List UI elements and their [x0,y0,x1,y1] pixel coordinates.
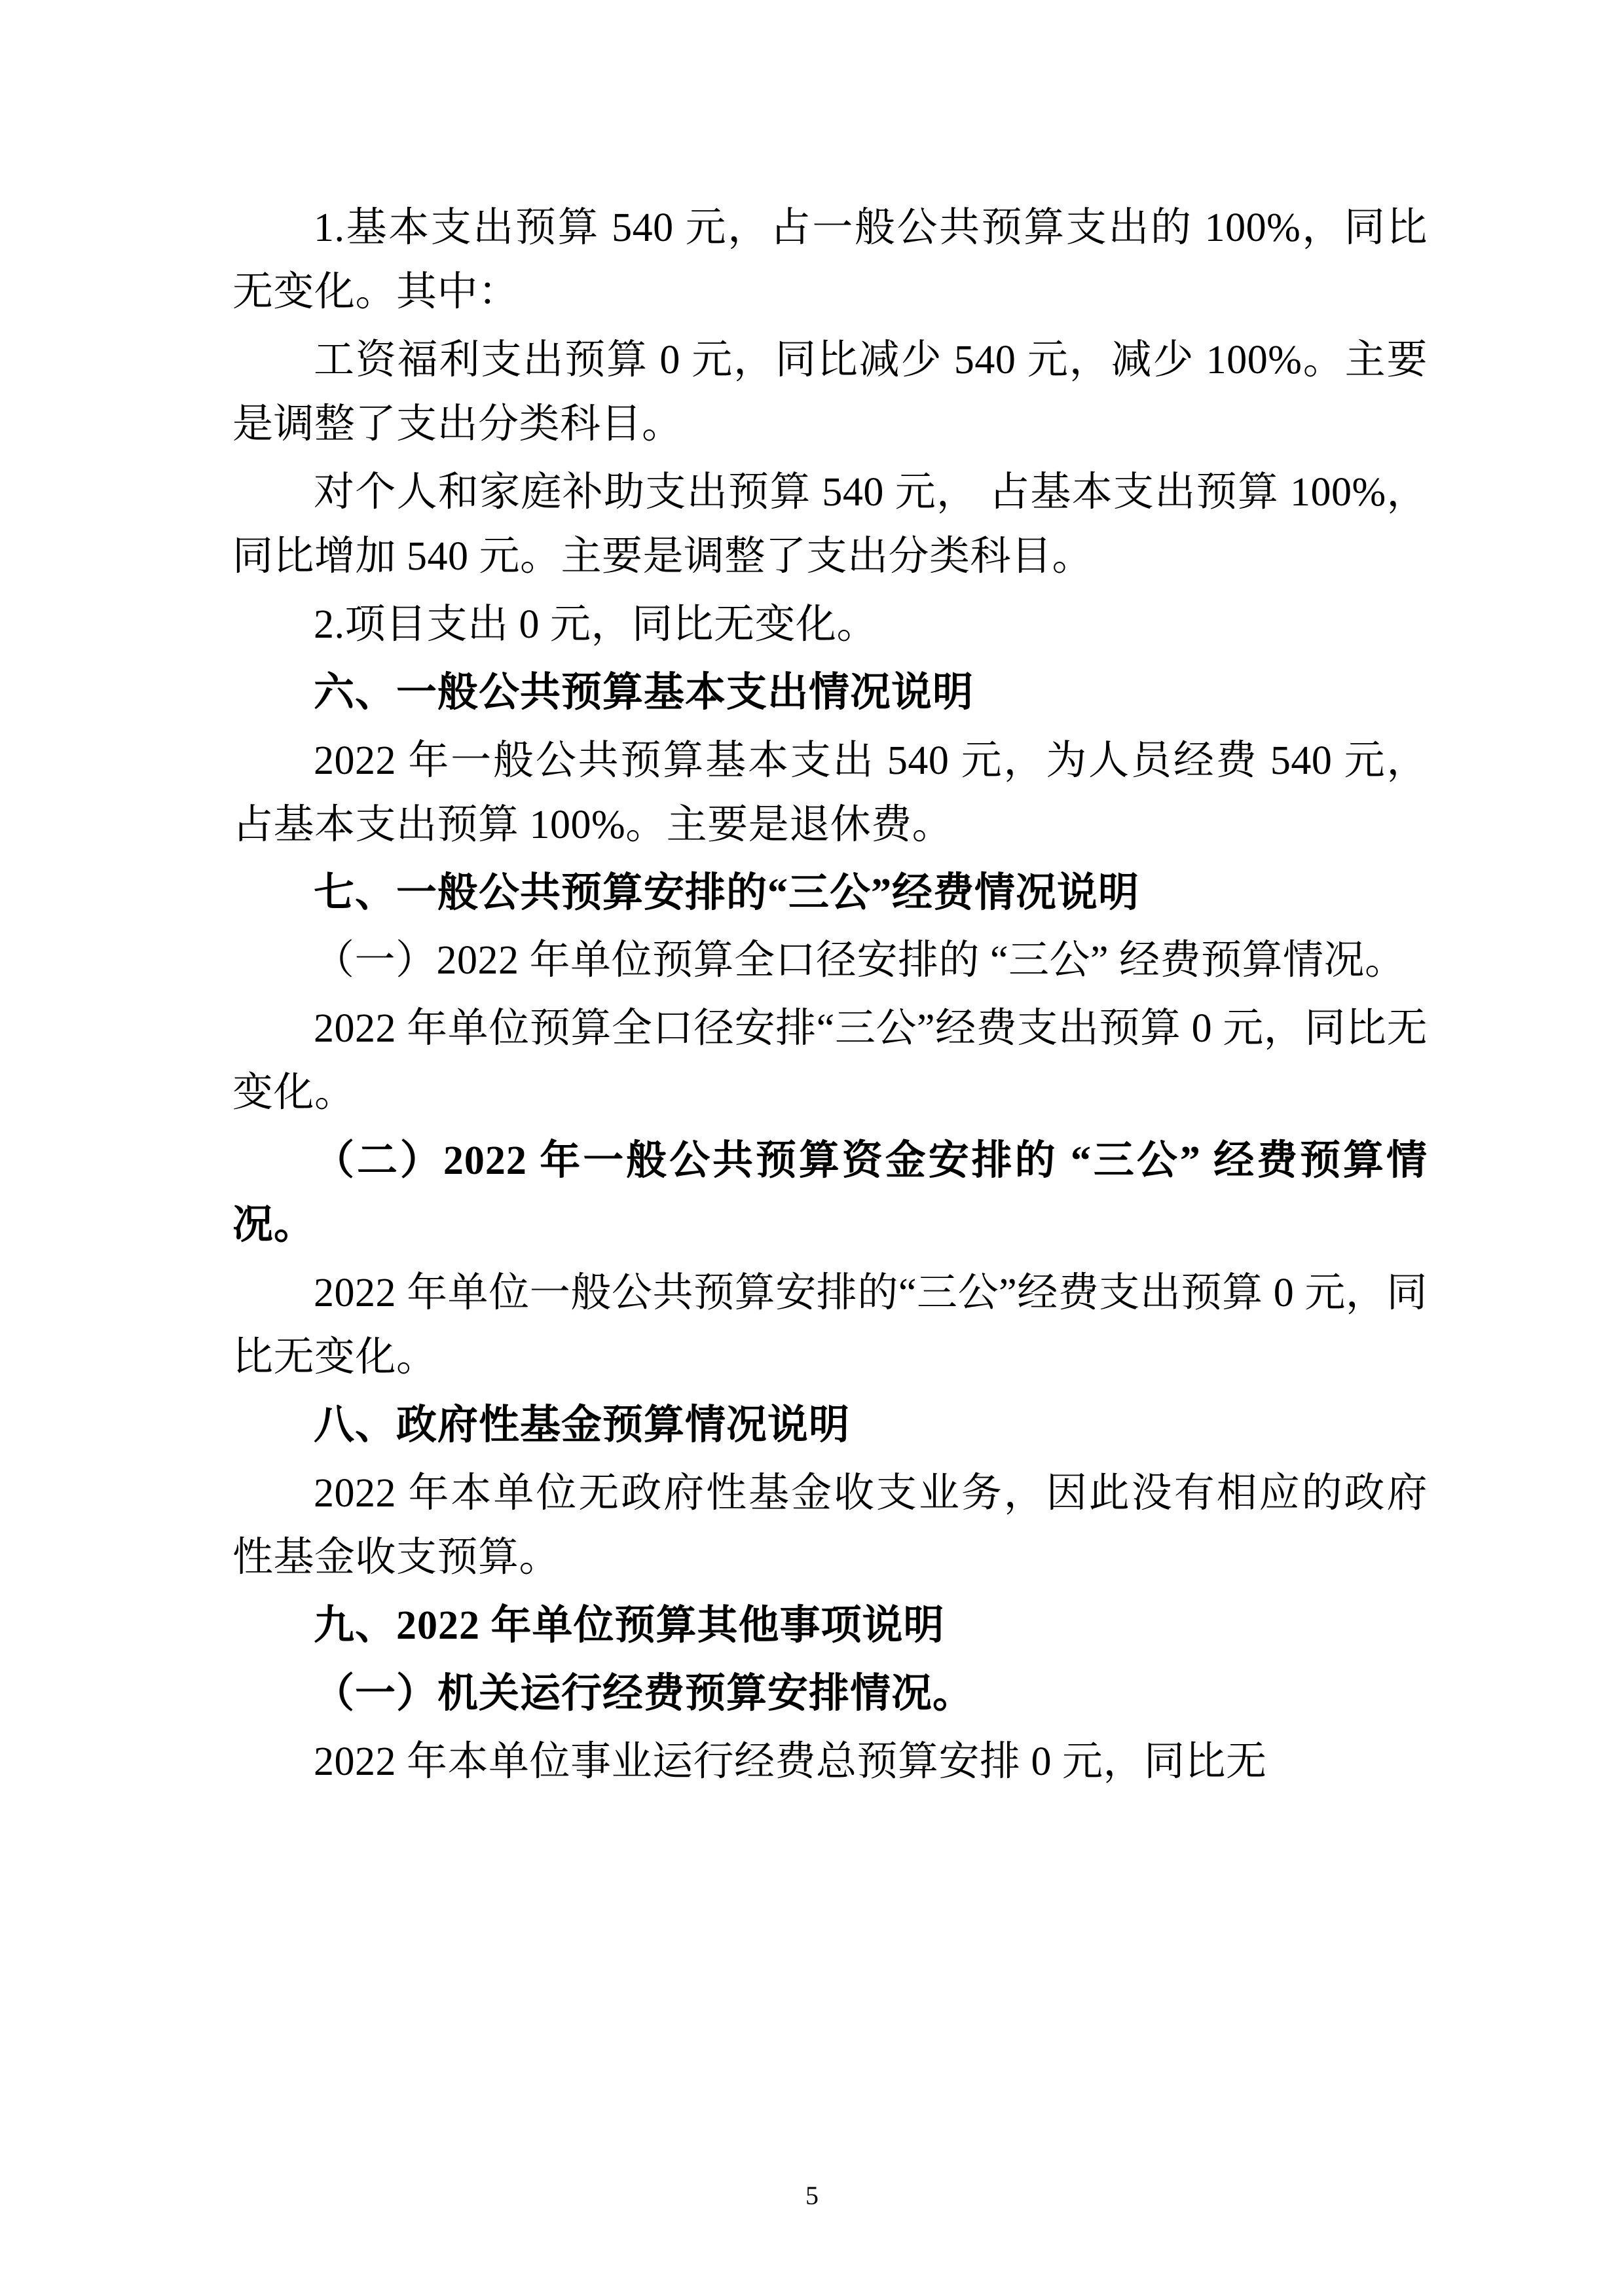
heading-section-six: 六、一般公共预算基本支出情况说明 [314,670,974,715]
paragraph-section-seven-item-two-body: 2022 年单位一般公共预算安排的“三公”经费支出预算 0 元，同比无变化。 [232,1271,1428,1380]
document-body [232,196,1428,1795]
heading-section-seven: 七、一般公共预算安排的“三公”经费情况说明 [314,870,1140,915]
paragraph-individual-family-subsidy: 对个人和家庭补助支出预算 540 元， 占基本支出预算 100%，同比增加 540 元。主要是调整了支出分类科目。 [232,469,1428,579]
paragraph-section-seven-item-one: （一）2022 年单位预算全口径安排的 “三公” 经费预算情况。 [314,938,1406,983]
heading-section-nine: 九、2022 年单位预算其他事项说明 [314,1603,945,1649]
paragraph-salary-welfare-expenditure: 工资福利支出预算 0 元，同比减少 540 元，减少 100%。主要是调整了支出分类科目。 [232,337,1428,446]
heading-section-eight: 八、政府性基金预算情况说明 [314,1403,851,1448]
paragraph-section-six-body: 2022 年一般公共预算基本支出 540 元，为人员经费 540 元，占基本支出预算 100%。主要是退休费。 [232,738,1428,847]
heading-section-seven-item-two: （二）2022 年一般公共预算资金安排的 “三公” 经费预算情况。 [232,1139,1428,1248]
paragraph-section-nine-item-one-body: 2022 年本单位事业运行经费总预算安排 0 元，同比无 [314,1739,1267,1784]
paragraph-basic-expenditure-budget: 1.基本支出预算 540 元，占一般公共预算支出的 100%，同比无变化。其中： [232,206,1428,314]
page-number: 5 [805,2181,819,2210]
paragraph-project-expenditure: 2.项目支出 0 元，同比无变化。 [314,602,878,647]
paragraph-section-seven-item-one-body: 2022 年单位预算全口径安排“三公”经费支出预算 0 元，同比无变化。 [232,1006,1428,1116]
paragraph-section-eight-body: 2022 年本单位无政府性基金收支业务，因此没有相应的政府性基金收支预算。 [232,1471,1428,1580]
heading-section-nine-item-one: （一）机关运行经费预算安排情况。 [314,1671,974,1716]
